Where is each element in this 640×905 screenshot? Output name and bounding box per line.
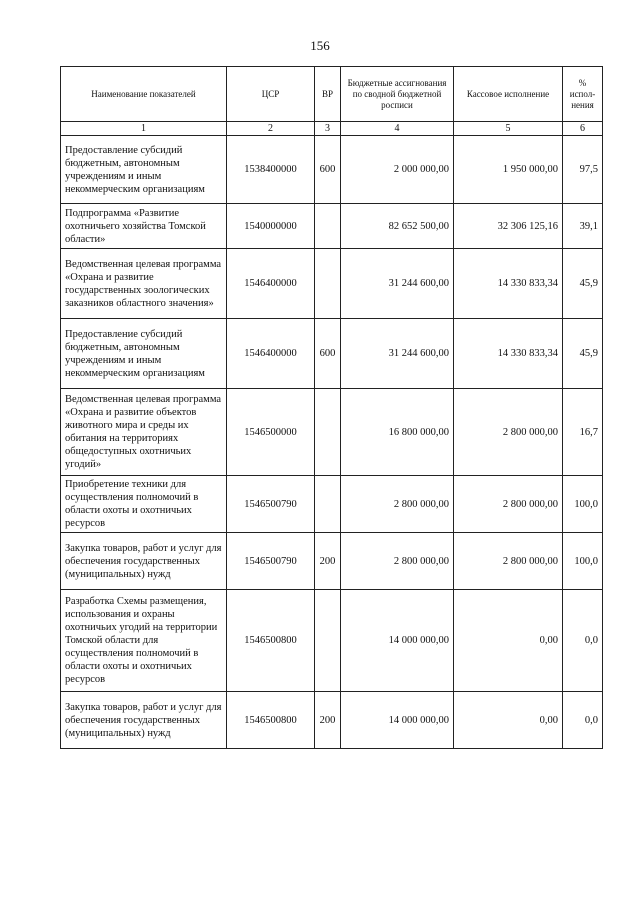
table-row [61,136,603,204]
page-number: 156 [310,38,330,53]
row-percent: 0,0 [563,590,603,692]
row-csr: 1546500800 [227,590,315,692]
row-budget: 14 000 000,00 [341,692,454,749]
row-csr: 1546500800 [227,692,315,749]
column-number: 4 [341,122,454,136]
row-percent: 0,0 [563,692,603,749]
header-percent: % испол-нения [563,67,603,122]
table-row [61,476,603,533]
row-budget: 31 244 600,00 [341,249,454,319]
row-percent: 97,5 [563,136,603,204]
column-number-row [61,122,603,136]
row-cash: 0,00 [454,590,563,692]
row-percent: 100,0 [563,476,603,533]
header-csr: ЦСР [227,67,315,122]
header-cash: Кассовое исполнение [454,67,563,122]
row-name: Закупка товаров, работ и услуг для обеспечения государственных (муниципальных) нужд [61,533,227,590]
table-row [61,590,603,692]
row-csr: 1538400000 [227,136,315,204]
row-name: Приобретение техники для осуществления полномочий в области охоты и охотничьих ресурсов [61,476,227,533]
row-csr: 1546500790 [227,476,315,533]
column-number: 1 [61,122,227,136]
header-name: Наименование показателей [61,67,227,122]
row-vr [315,590,341,692]
row-vr: 200 [315,692,341,749]
row-csr: 1546500790 [227,533,315,590]
row-name: Предоставление субсидий бюджетным, автономным учреждениям и иным некоммерческим организациям [61,136,227,204]
row-cash: 14 330 833,34 [454,249,563,319]
column-number: 6 [563,122,603,136]
row-csr: 1540000000 [227,204,315,249]
row-budget: 31 244 600,00 [341,319,454,389]
row-budget: 16 800 000,00 [341,389,454,476]
table-row [61,692,603,749]
row-cash: 2 800 000,00 [454,389,563,476]
row-budget: 2 800 000,00 [341,476,454,533]
row-name: Подпрограмма «Развитие охотничьего хозяйства Томской области» [61,204,227,249]
row-vr [315,476,341,533]
row-vr: 600 [315,319,341,389]
row-budget: 2 000 000,00 [341,136,454,204]
row-name: Ведомственная целевая программа «Охрана и развитие объектов животного мира и среды их обитания на территориях общедоступных охотничьих угодий» [61,389,227,476]
header-vr: ВР [315,67,341,122]
row-percent: 45,9 [563,249,603,319]
table-row [61,533,603,590]
row-name: Закупка товаров, работ и услуг для обеспечения государственных (муниципальных) нужд [61,692,227,749]
row-percent: 16,7 [563,389,603,476]
row-cash: 2 800 000,00 [454,476,563,533]
row-percent: 39,1 [563,204,603,249]
row-percent: 45,9 [563,319,603,389]
budget-execution-table [60,66,603,749]
table-row [61,319,603,389]
row-cash: 1 950 000,00 [454,136,563,204]
table-row [61,204,603,249]
row-csr: 1546400000 [227,319,315,389]
column-number: 3 [315,122,341,136]
row-name: Ведомственная целевая программа «Охрана и развитие государственных зоологических заказников областного значения» [61,249,227,319]
table-row [61,389,603,476]
row-cash: 32 306 125,16 [454,204,563,249]
row-budget: 82 652 500,00 [341,204,454,249]
row-name: Предоставление субсидий бюджетным, автономным учреждениям и иным некоммерческим организациям [61,319,227,389]
row-cash: 0,00 [454,692,563,749]
column-number: 2 [227,122,315,136]
row-budget: 2 800 000,00 [341,533,454,590]
row-cash: 2 800 000,00 [454,533,563,590]
row-vr: 600 [315,136,341,204]
row-vr [315,389,341,476]
row-name: Разработка Схемы размещения, использования и охраны охотничьих угодий на территории Томской области для осуществления полномочий в области охоты и охотничьих ресурсов [61,590,227,692]
header-row [61,67,603,122]
row-budget: 14 000 000,00 [341,590,454,692]
row-percent: 100,0 [563,533,603,590]
row-csr: 1546400000 [227,249,315,319]
row-csr: 1546500000 [227,389,315,476]
row-vr: 200 [315,533,341,590]
header-budget: Бюджетные ассигнования по сводной бюджетной росписи [341,67,454,122]
row-vr [315,249,341,319]
column-number: 5 [454,122,563,136]
row-cash: 14 330 833,34 [454,319,563,389]
row-vr [315,204,341,249]
table-row [61,249,603,319]
